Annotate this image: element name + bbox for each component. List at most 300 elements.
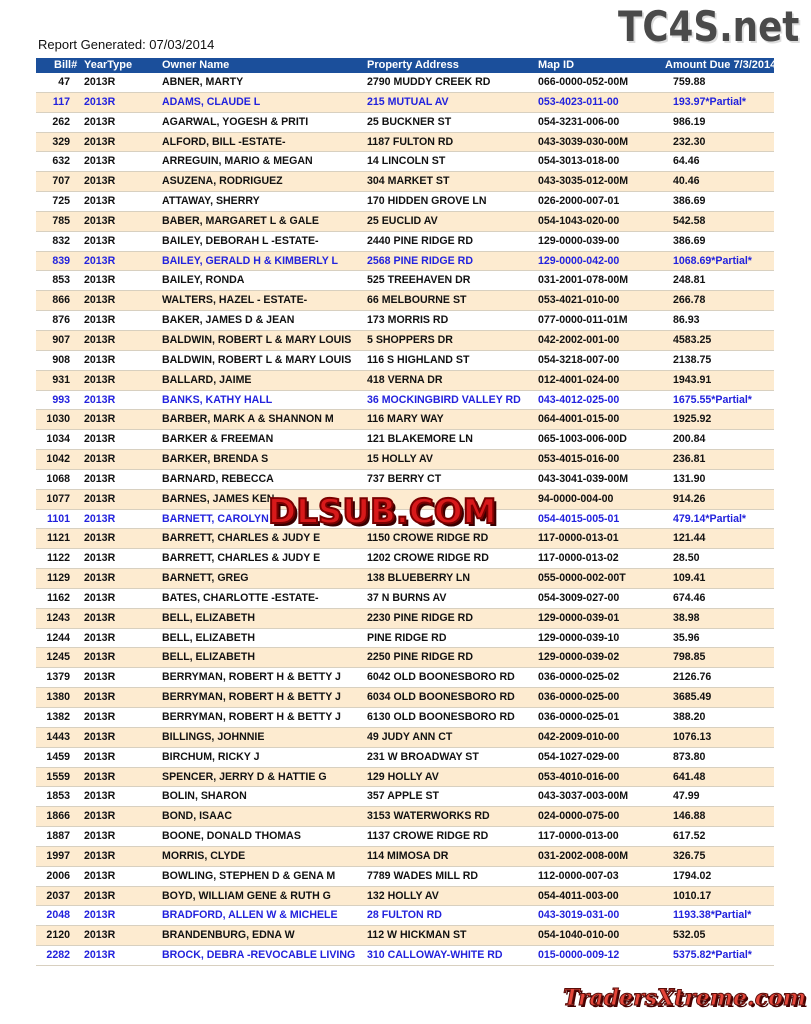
header-year-type: YearType bbox=[84, 59, 133, 71]
owner-name-cell: BARRETT, CHARLES & JUDY E bbox=[162, 552, 321, 565]
table-row bbox=[36, 668, 774, 688]
amount-due-cell: 1010.17 bbox=[673, 889, 712, 902]
map-id-cell: 031-2001-078-00M bbox=[538, 274, 629, 287]
bill-cell: 1459 bbox=[46, 750, 70, 763]
map-id-cell: 043-3039-030-00M bbox=[538, 135, 629, 148]
owner-name-cell: BABER, MARGARET L & GALE bbox=[162, 214, 319, 227]
owner-name-cell: BAKER, JAMES D & JEAN bbox=[162, 314, 295, 327]
header-bill: Bill# bbox=[54, 59, 78, 71]
bill-cell: 993 bbox=[52, 393, 70, 406]
header-amount-due: Amount Due 7/3/2014 bbox=[665, 59, 777, 71]
bill-cell: 866 bbox=[52, 294, 70, 307]
map-id-cell: 066-0000-052-00M bbox=[538, 76, 629, 88]
table-header bbox=[36, 58, 777, 73]
owner-name-cell: BOWLING, STEPHEN D & GENA M bbox=[162, 869, 336, 882]
property-address-cell: 737 BERRY CT bbox=[367, 472, 442, 485]
year-type-cell: 2013R bbox=[84, 691, 116, 704]
property-address-cell: 116 S HIGHLAND ST bbox=[367, 353, 470, 366]
amount-due-cell: 617.52 bbox=[673, 830, 706, 843]
bill-cell: 1245 bbox=[46, 651, 70, 664]
map-id-cell: 043-3037-003-00M bbox=[538, 790, 629, 803]
owner-name-cell: BALDWIN, ROBERT L & MARY LOUIS bbox=[162, 333, 352, 346]
owner-name-cell: ALFORD, BILL -ESTATE- bbox=[162, 135, 286, 148]
amount-due-cell: 1076.13 bbox=[673, 730, 712, 743]
year-type-cell: 2013R bbox=[84, 810, 116, 823]
property-address-cell: 525 TREEHAVEN DR bbox=[367, 274, 471, 287]
bill-cell: 1101 bbox=[47, 512, 70, 525]
table-row bbox=[36, 192, 774, 212]
owner-name-cell: BALLARD, JAIME bbox=[162, 373, 252, 386]
year-type-cell: 2013R bbox=[84, 175, 116, 188]
owner-name-cell: BOND, ISAAC bbox=[162, 810, 233, 823]
owner-name-cell: BELL, ELIZABETH bbox=[162, 611, 255, 624]
bill-cell: 1122 bbox=[47, 552, 70, 565]
map-id-cell: 042-2009-010-00 bbox=[538, 730, 620, 743]
owner-name-cell: BARKER, BRENDA S bbox=[162, 453, 269, 466]
property-address-cell: 25 EUCLID AV bbox=[367, 214, 438, 227]
owner-name-cell: BARNETT, GREG bbox=[162, 572, 249, 585]
property-address-cell: 15 HOLLY AV bbox=[367, 453, 433, 466]
header-map-id: Map ID bbox=[538, 59, 575, 71]
amount-due-cell: 266.78 bbox=[673, 294, 706, 307]
amount-due-cell: 109.41 bbox=[673, 572, 706, 585]
amount-due-cell: 986.19 bbox=[673, 115, 706, 128]
year-type-cell: 2013R bbox=[84, 770, 116, 783]
map-id-cell: 065-1003-006-00D bbox=[538, 433, 627, 446]
year-type-cell: 2013R bbox=[84, 830, 116, 843]
table-row bbox=[36, 867, 774, 887]
table-row bbox=[36, 252, 774, 272]
bill-cell: 1866 bbox=[46, 810, 70, 823]
property-address-cell: 2440 PINE RIDGE RD bbox=[367, 234, 473, 247]
map-id-cell: 015-0000-009-12 bbox=[538, 949, 620, 962]
amount-due-cell: 64.46 bbox=[673, 155, 700, 168]
property-address-cell: 6034 OLD BOONESBORO RD bbox=[367, 691, 515, 704]
owner-name-cell: ASUZENA, RODRIGUEZ bbox=[162, 175, 283, 188]
property-address-cell: PINE RIDGE RD bbox=[367, 631, 447, 644]
table-row bbox=[36, 113, 774, 133]
year-type-cell: 2013R bbox=[84, 552, 116, 565]
property-address-cell: 116 MARY WAY bbox=[367, 413, 444, 426]
property-address-cell: 418 VERNA DR bbox=[367, 373, 443, 386]
amount-due-cell: 479.14*Partial* bbox=[673, 512, 747, 525]
table-row bbox=[36, 291, 774, 311]
property-address-cell: 7789 WADES MILL RD bbox=[367, 869, 479, 882]
header-owner-name: Owner Name bbox=[162, 59, 230, 71]
year-type-cell: 2013R bbox=[84, 492, 116, 505]
amount-due-cell: 236.81 bbox=[673, 453, 706, 466]
map-id-cell: 077-0000-011-01M bbox=[538, 314, 628, 327]
property-address-cell: 1187 FULTON RD bbox=[367, 135, 454, 148]
table-row bbox=[36, 152, 774, 172]
year-type-cell: 2013R bbox=[84, 631, 116, 644]
amount-due-cell: 388.20 bbox=[673, 711, 706, 723]
property-address-cell: 114 MIMOSA DR bbox=[367, 849, 449, 862]
property-address-cell: 215 MUTUAL AV bbox=[367, 95, 449, 108]
map-id-cell: 117-0000-013-01 bbox=[538, 532, 619, 545]
bill-cell: 1887 bbox=[46, 830, 70, 843]
table-row bbox=[36, 768, 774, 788]
bill-cell: 1068 bbox=[46, 472, 70, 485]
table-row bbox=[36, 926, 774, 946]
year-type-cell: 2013R bbox=[84, 711, 116, 723]
table-row bbox=[36, 529, 774, 549]
report-generated-date: Report Generated: 07/03/2014 bbox=[38, 37, 215, 52]
year-type-cell: 2013R bbox=[84, 314, 116, 327]
map-id-cell: 064-4001-015-00 bbox=[538, 413, 620, 426]
map-id-cell: 054-3013-018-00 bbox=[538, 155, 620, 168]
bill-cell: 1162 bbox=[47, 591, 70, 604]
table-row bbox=[36, 609, 774, 629]
map-id-cell: 043-3035-012-00M bbox=[538, 175, 629, 188]
table-row bbox=[36, 311, 774, 331]
owner-name-cell: BERRYMAN, ROBERT H & BETTY J bbox=[162, 691, 341, 704]
bill-cell: 839 bbox=[52, 254, 70, 267]
amount-due-cell: 542.58 bbox=[673, 214, 706, 227]
amount-due-cell: 674.46 bbox=[673, 591, 706, 604]
map-id-cell: 117-0000-013-02 bbox=[538, 552, 619, 565]
owner-name-cell: BAILEY, RONDA bbox=[162, 274, 245, 287]
owner-name-cell: BAILEY, DEBORAH L -ESTATE- bbox=[162, 234, 319, 247]
table-row bbox=[36, 232, 774, 252]
property-address-cell: 310 CALLOWAY-WHITE RD bbox=[367, 949, 503, 962]
amount-due-cell: 248.81 bbox=[673, 274, 706, 287]
owner-name-cell: BRADFORD, ALLEN W & MICHELE bbox=[162, 909, 338, 922]
amount-due-cell: 35.96 bbox=[673, 631, 700, 644]
map-id-cell: 054-3218-007-00 bbox=[538, 353, 620, 366]
bill-cell: 262 bbox=[52, 115, 70, 128]
owner-name-cell: SPENCER, JERRY D & HATTIE G bbox=[162, 770, 327, 783]
bill-cell: 1034 bbox=[46, 433, 70, 446]
amount-due-cell: 121.44 bbox=[673, 532, 706, 545]
bill-cell: 2048 bbox=[46, 909, 70, 922]
owner-name-cell: ADAMS, CLAUDE L bbox=[162, 95, 261, 108]
bill-cell: 1244 bbox=[46, 631, 70, 644]
property-address-cell: 6130 OLD BOONESBORO RD bbox=[367, 711, 515, 723]
year-type-cell: 2013R bbox=[84, 214, 116, 227]
property-address-cell: 14 LINCOLN ST bbox=[367, 155, 446, 168]
owner-name-cell: ARREGUIN, MARIO & MEGAN bbox=[162, 155, 313, 168]
bill-cell: 907 bbox=[52, 333, 70, 346]
property-address-cell: 2790 MUDDY CREEK RD bbox=[367, 76, 491, 88]
owner-name-cell: MORRIS, CLYDE bbox=[162, 849, 246, 862]
year-type-cell: 2013R bbox=[84, 353, 116, 366]
amount-due-cell: 40.46 bbox=[673, 175, 700, 188]
property-address-cell: 37 N BURNS AV bbox=[367, 591, 447, 604]
property-address-cell: 28 FULTON RD bbox=[367, 909, 442, 922]
owner-name-cell: BARNARD, REBECCA bbox=[162, 472, 274, 485]
property-address-cell: 36 MOCKINGBIRD VALLEY RD bbox=[367, 393, 521, 406]
amount-due-cell: 131.90 bbox=[673, 472, 706, 485]
owner-name-cell: BARRETT, CHARLES & JUDY E bbox=[162, 532, 321, 545]
year-type-cell: 2013R bbox=[84, 274, 116, 287]
owner-name-cell: ABNER, MARTY bbox=[162, 76, 244, 88]
amount-due-cell: 873.80 bbox=[673, 750, 706, 763]
bill-cell: 707 bbox=[52, 175, 70, 188]
property-address-cell: 3153 WATERWORKS RD bbox=[367, 810, 490, 823]
amount-due-cell: 193.97*Partial* bbox=[673, 95, 747, 108]
bill-cell: 1129 bbox=[47, 572, 70, 585]
bill-cell: 908 bbox=[52, 353, 70, 366]
year-type-cell: 2013R bbox=[84, 234, 116, 247]
bill-cell: 1121 bbox=[47, 532, 70, 545]
bill-cell: 853 bbox=[52, 274, 70, 287]
table-row bbox=[36, 748, 774, 768]
property-address-cell: 6042 OLD BOONESBORO RD bbox=[367, 671, 515, 684]
property-address-cell: 2250 PINE RIDGE RD bbox=[367, 651, 473, 664]
map-id-cell: 054-1043-020-00 bbox=[538, 214, 620, 227]
table-row bbox=[36, 470, 774, 490]
year-type-cell: 2013R bbox=[84, 849, 116, 862]
owner-name-cell: BELL, ELIZABETH bbox=[162, 631, 255, 644]
amount-due-cell: 1925.92 bbox=[673, 413, 712, 426]
table-row bbox=[36, 93, 774, 113]
bill-cell: 876 bbox=[52, 314, 70, 327]
tradersxtreme-watermark: TradersXtreme.com bbox=[563, 985, 807, 1011]
table-row bbox=[36, 271, 774, 291]
owner-name-cell: BRANDENBURG, EDNA W bbox=[162, 929, 295, 942]
bill-cell: 632 bbox=[52, 155, 70, 168]
map-id-cell: 043-4012-025-00 bbox=[538, 393, 620, 406]
bill-cell: 1382 bbox=[46, 711, 70, 723]
table-row bbox=[36, 331, 774, 351]
bill-cell: 1997 bbox=[46, 849, 70, 862]
year-type-cell: 2013R bbox=[84, 393, 116, 406]
bill-cell: 2037 bbox=[46, 889, 70, 902]
owner-name-cell: BROCK, DEBRA -REVOCABLE LIVING bbox=[162, 949, 356, 962]
property-address-cell: 129 HOLLY AV bbox=[367, 770, 439, 783]
owner-name-cell: BARKER & FREEMAN bbox=[162, 433, 274, 446]
year-type-cell: 2013R bbox=[84, 869, 116, 882]
map-id-cell: 036-0000-025-00 bbox=[538, 691, 620, 704]
table-row bbox=[36, 549, 774, 569]
map-id-cell: 012-4001-024-00 bbox=[538, 373, 620, 386]
bill-cell: 931 bbox=[52, 373, 70, 386]
amount-due-cell: 2138.75 bbox=[673, 353, 712, 366]
map-id-cell: 055-0000-002-00T bbox=[538, 572, 626, 585]
year-type-cell: 2013R bbox=[84, 929, 116, 942]
map-id-cell: 117-0000-013-00 bbox=[538, 830, 619, 843]
year-type-cell: 2013R bbox=[84, 294, 116, 307]
owner-name-cell: ATTAWAY, SHERRY bbox=[162, 195, 260, 208]
table-row bbox=[36, 906, 774, 926]
table-row bbox=[36, 410, 774, 430]
bill-cell: 329 bbox=[52, 135, 70, 148]
year-type-cell: 2013R bbox=[84, 333, 116, 346]
amount-due-cell: 386.69 bbox=[673, 234, 706, 247]
owner-name-cell: BELL, ELIZABETH bbox=[162, 651, 255, 664]
property-address-cell: 132 HOLLY AV bbox=[367, 889, 439, 902]
amount-due-cell: 5375.82*Partial* bbox=[673, 949, 752, 962]
year-type-cell: 2013R bbox=[84, 115, 116, 128]
property-address-cell: 2568 PINE RIDGE RD bbox=[367, 254, 473, 267]
table-row bbox=[36, 589, 774, 609]
owner-name-cell: BOONE, DONALD THOMAS bbox=[162, 830, 301, 843]
map-id-cell: 031-2002-008-00M bbox=[538, 849, 629, 862]
year-type-cell: 2013R bbox=[84, 671, 116, 684]
property-address-cell: 304 MARKET ST bbox=[367, 175, 450, 188]
bill-cell: 1243 bbox=[46, 611, 70, 624]
property-address-cell: 1202 CROWE RIDGE RD bbox=[367, 552, 489, 565]
map-id-cell: 054-4015-005-01 bbox=[538, 512, 620, 525]
table-row bbox=[36, 728, 774, 748]
table-row bbox=[36, 946, 774, 966]
map-id-cell: 054-3009-027-00 bbox=[538, 591, 620, 604]
tc4s-logo: TC4S.net bbox=[618, 2, 800, 51]
owner-name-cell: BATES, CHARLOTTE -ESTATE- bbox=[162, 591, 319, 604]
bill-cell: 1443 bbox=[46, 730, 70, 743]
table-row bbox=[36, 212, 774, 232]
bill-cell: 1559 bbox=[46, 770, 70, 783]
amount-due-cell: 641.48 bbox=[673, 770, 706, 783]
owner-name-cell: BARNES, JAMES KEN bbox=[162, 492, 275, 505]
table-row bbox=[36, 430, 774, 450]
table-row bbox=[36, 629, 774, 649]
year-type-cell: 2013R bbox=[84, 591, 116, 604]
year-type-cell: 2013R bbox=[84, 651, 116, 664]
property-address-cell: 357 APPLE ST bbox=[367, 790, 440, 803]
table-row bbox=[36, 807, 774, 827]
bill-cell: 832 bbox=[52, 234, 70, 247]
bill-cell: 785 bbox=[52, 214, 70, 227]
map-id-cell: 053-4021-010-00 bbox=[538, 294, 620, 307]
owner-name-cell: BOLIN, SHARON bbox=[162, 790, 247, 803]
amount-due-cell: 1068.69*Partial* bbox=[673, 254, 752, 267]
amount-due-cell: 1675.55*Partial* bbox=[673, 393, 752, 406]
bill-cell: 725 bbox=[52, 195, 70, 208]
amount-due-cell: 326.75 bbox=[673, 849, 706, 862]
year-type-cell: 2013R bbox=[84, 532, 116, 545]
map-id-cell: 042-2002-001-00 bbox=[538, 333, 620, 346]
bill-cell: 1379 bbox=[46, 671, 70, 684]
map-id-cell: 026-2000-007-01 bbox=[538, 195, 620, 208]
year-type-cell: 2013R bbox=[84, 155, 116, 168]
owner-name-cell: BOYD, WILLIAM GENE & RUTH G bbox=[162, 889, 331, 902]
table-row bbox=[36, 133, 774, 153]
amount-due-cell: 38.98 bbox=[673, 611, 700, 624]
property-address-cell: 2230 PINE RIDGE RD bbox=[367, 611, 473, 624]
year-type-cell: 2013R bbox=[84, 790, 116, 803]
header-property-address: Property Address bbox=[367, 59, 459, 71]
year-type-cell: 2013R bbox=[84, 909, 116, 922]
map-id-cell: 054-1040-010-00 bbox=[538, 929, 620, 942]
map-id-cell: 129-0000-039-02 bbox=[538, 651, 620, 664]
map-id-cell: 053-4015-016-00 bbox=[538, 453, 620, 466]
map-id-cell: 054-1027-029-00 bbox=[538, 750, 620, 763]
year-type-cell: 2013R bbox=[84, 949, 116, 962]
table-row bbox=[36, 172, 774, 192]
year-type-cell: 2013R bbox=[84, 254, 116, 267]
amount-due-cell: 1193.38*Partial* bbox=[673, 909, 752, 922]
map-id-cell: 053-4023-011-00 bbox=[538, 95, 619, 108]
year-type-cell: 2013R bbox=[84, 750, 116, 763]
map-id-cell: 112-0000-007-03 bbox=[538, 869, 619, 882]
amount-due-cell: 4583.25 bbox=[673, 333, 712, 346]
bill-cell: 2120 bbox=[46, 929, 70, 942]
year-type-cell: 2013R bbox=[84, 373, 116, 386]
owner-name-cell: BAILEY, GERALD H & KIMBERLY L bbox=[162, 254, 338, 267]
bill-cell: 47 bbox=[58, 76, 70, 88]
year-type-cell: 2013R bbox=[84, 76, 116, 88]
amount-due-cell: 386.69 bbox=[673, 195, 706, 208]
owner-name-cell: BIRCHUM, RICKY J bbox=[162, 750, 260, 763]
owner-name-cell: BERRYMAN, ROBERT H & BETTY J bbox=[162, 671, 341, 684]
map-id-cell: 024-0000-075-00 bbox=[538, 810, 620, 823]
table-row bbox=[36, 847, 774, 867]
amount-due-cell: 532.05 bbox=[673, 929, 706, 942]
bill-cell: 117 bbox=[52, 95, 70, 108]
map-id-cell: 043-3041-039-00M bbox=[538, 472, 629, 485]
map-id-cell: 054-4011-003-00 bbox=[538, 889, 619, 902]
amount-due-cell: 2126.76 bbox=[673, 671, 712, 684]
year-type-cell: 2013R bbox=[84, 889, 116, 902]
property-address-cell: 66 MELBOURNE ST bbox=[367, 294, 467, 307]
property-address-cell: 170 HIDDEN GROVE LN bbox=[367, 195, 487, 208]
table-row bbox=[36, 688, 774, 708]
map-id-cell: 053-4010-016-00 bbox=[538, 770, 620, 783]
map-id-cell: 043-3019-031-00 bbox=[538, 909, 620, 922]
amount-due-cell: 200.84 bbox=[673, 433, 706, 446]
property-address-cell: 112 W HICKMAN ST bbox=[367, 929, 467, 942]
map-id-cell: 129-0000-042-00 bbox=[538, 254, 620, 267]
year-type-cell: 2013R bbox=[84, 572, 116, 585]
year-type-cell: 2013R bbox=[84, 433, 116, 446]
amount-due-cell: 47.99 bbox=[673, 790, 700, 803]
owner-name-cell: BARNETT, CAROLYN bbox=[162, 512, 269, 525]
bill-cell: 1077 bbox=[46, 492, 70, 505]
owner-name-cell: BARBER, MARK A & SHANNON M bbox=[162, 413, 334, 426]
property-address-cell: 173 MORRIS RD bbox=[367, 314, 449, 327]
map-id-cell: 036-0000-025-02 bbox=[538, 671, 620, 684]
year-type-cell: 2013R bbox=[84, 512, 116, 525]
map-id-cell: 129-0000-039-00 bbox=[538, 234, 620, 247]
table-row bbox=[36, 351, 774, 371]
map-id-cell: 129-0000-039-01 bbox=[538, 611, 620, 624]
amount-due-cell: 914.26 bbox=[673, 492, 706, 505]
property-address-cell: 231 W BROADWAY ST bbox=[367, 750, 479, 763]
amount-due-cell: 146.88 bbox=[673, 810, 706, 823]
owner-name-cell: AGARWAL, YOGESH & PRITI bbox=[162, 115, 309, 128]
amount-due-cell: 798.85 bbox=[673, 651, 706, 664]
year-type-cell: 2013R bbox=[84, 95, 116, 108]
property-address-cell: 1150 CROWE RIDGE RD bbox=[367, 532, 489, 545]
table-row bbox=[36, 827, 774, 847]
year-type-cell: 2013R bbox=[84, 453, 116, 466]
property-address-cell: 1137 CROWE RIDGE RD bbox=[367, 830, 489, 843]
bill-cell: 1030 bbox=[46, 413, 70, 426]
bill-cell: 2282 bbox=[46, 949, 70, 962]
table-row bbox=[36, 391, 774, 411]
year-type-cell: 2013R bbox=[84, 135, 116, 148]
map-id-cell: 054-3231-006-00 bbox=[538, 115, 620, 128]
bill-cell: 2006 bbox=[46, 869, 70, 882]
year-type-cell: 2013R bbox=[84, 413, 116, 426]
table-row bbox=[36, 569, 774, 589]
property-address-cell: 5 SHOPPERS DR bbox=[367, 333, 453, 346]
table-row bbox=[36, 450, 774, 470]
owner-name-cell: WALTERS, HAZEL - ESTATE- bbox=[162, 294, 308, 307]
map-id-cell: 036-0000-025-01 bbox=[538, 711, 620, 723]
table-row bbox=[36, 371, 774, 391]
map-id-cell: 129-0000-039-10 bbox=[538, 631, 620, 644]
amount-due-cell: 1943.91 bbox=[673, 373, 712, 386]
year-type-cell: 2013R bbox=[84, 611, 116, 624]
amount-due-cell: 232.30 bbox=[673, 135, 706, 148]
map-id-cell: 94-0000-004-00 bbox=[538, 492, 614, 505]
property-address-cell: 138 BLUEBERRY LN bbox=[367, 572, 471, 585]
amount-due-cell: 759.88 bbox=[673, 76, 706, 88]
bill-cell: 1380 bbox=[46, 691, 70, 704]
